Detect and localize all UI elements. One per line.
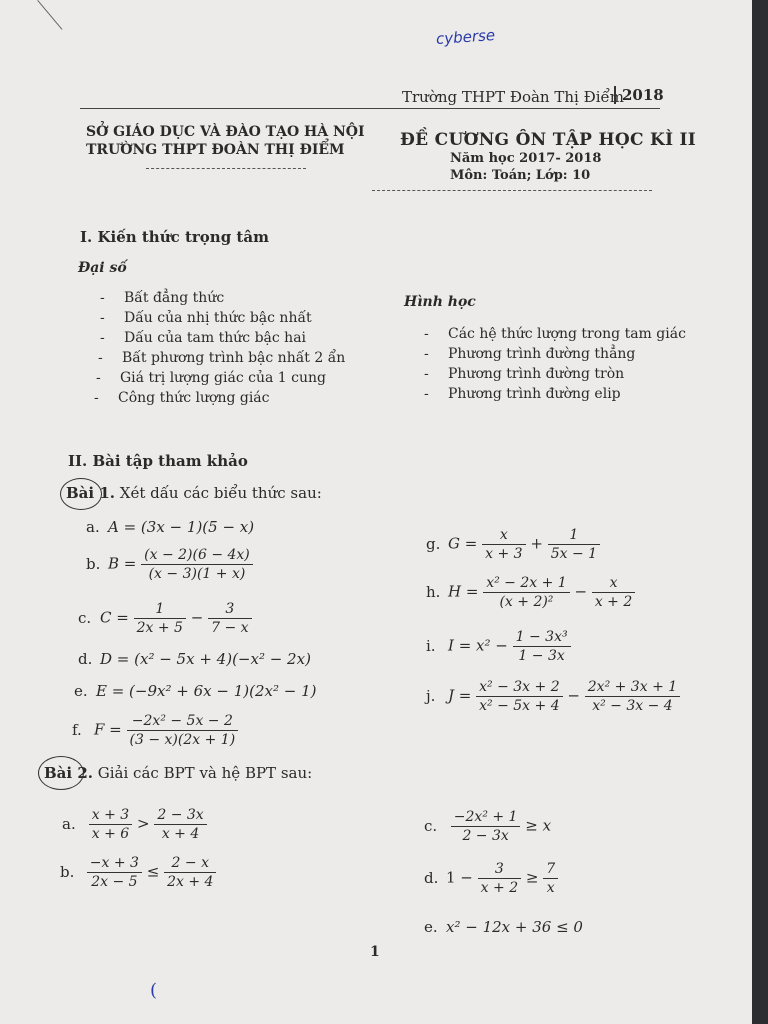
school-year: Năm học 2017- 2018 [450, 151, 602, 166]
header-year: 2018 [614, 86, 664, 104]
page-number: 1 [370, 944, 380, 960]
geometry-title: Hình học [404, 294, 476, 310]
org-underline [146, 168, 306, 169]
exercise-2d: d. 1 − $\frac{3}{x + 2}$ ≥ $\frac{7}{x}$ [424, 860, 558, 897]
list-item: - Bất đẳng thức [100, 290, 225, 306]
subject-line: Môn: Toán; Lớp: 10 [450, 168, 591, 183]
section2-heading: II. Bài tập tham khảo [68, 452, 248, 470]
list-item: - Công thức lượng giác [94, 390, 270, 406]
exercise-2e: e. x² − 12x + 36 ≤ 0 [424, 918, 583, 936]
exercise-1c: c. C = $\frac{1}{2x + 5}$ − $\frac{3}{7 - x}$ [78, 600, 252, 637]
exercise-1j: j. J = $\frac{\text{x² − 3x + 2}}{\text{x² − 5x + 4}}$ − $\frac{\text{2x² + 3x + 1}}{\text{x² − 3x − 4}}$ [426, 678, 680, 715]
exercise-1h: h. H = $\frac{\text{x² − 2x + 1}}{\text{(x + 2)²}}$ − $\frac{x}{x + 2}$ [426, 574, 635, 611]
bottom-pen-mark: ( [150, 980, 158, 1001]
list-item: - Dấu của nhị thức bậc nhất [100, 310, 312, 326]
section1-heading: I. Kiến thức trọng tâm [80, 228, 269, 246]
header-rule [80, 108, 660, 109]
bai1-heading [66, 484, 322, 502]
list-item: - Phương trình đường tròn [424, 366, 625, 382]
list-item: - Bất phương trình bậc nhất 2 ẩn [98, 350, 346, 366]
pencil-mark [37, 0, 62, 30]
bai2-text: Giải các BPT và hệ BPT sau: [97, 764, 313, 782]
org-line2: TRƯỜNG THPT ĐOÀN THỊ ĐIỂM [86, 142, 345, 158]
bai2-label: Bài 2. [44, 764, 93, 782]
bai1-text: Xét dấu các biểu thức sau: [119, 484, 322, 502]
bai2-heading [44, 764, 312, 782]
exercise-2a: a. $\frac{x + 3}{x + 6}$ > $\frac{2 - 3x}{x + 4}$ [62, 806, 207, 843]
list-item: - Giá trị lượng giác của 1 cung [96, 370, 326, 386]
exercise-1i: i. I = x² − $\frac{\text{1 − 3x³}}{1 - 3x}$ [426, 628, 571, 665]
list-item: - Phương trình đường elip [424, 386, 621, 402]
exercise-2b: b. $\frac{-x + 3}{2x - 5}$ ≤ $\frac{2 - x}{2x + 4}$ [60, 854, 216, 891]
handwritten-note: cyberse [435, 25, 496, 49]
list-item: - Dấu của tam thức bậc hai [100, 330, 307, 346]
exercise-1e: e. E = (−9x² + 6x − 1)(2x² − 1) [74, 682, 317, 700]
algebra-title: Đại số [78, 260, 127, 276]
exercise-1g: g. G = $\frac{x}{x + 3}$ + $\frac{1}{5x - 1}$ [426, 526, 600, 563]
exercise-1b: b. B = $\frac{(x - 2)(6 - 4x)}{(x - 3)(1 + x)}$ [86, 546, 253, 583]
bai1-label: Bài 1. [66, 484, 115, 502]
header-school: Trường THPT Đoàn Thị Điểm [402, 88, 624, 106]
exercise-1a: a. A = (3x − 1)(5 − x) [86, 518, 255, 536]
list-item: - Phương trình đường thẳng [424, 346, 636, 362]
exercise-2c: c. $\frac{\text{−2x² + 1}}{2 - 3x}$ ≥ x [424, 809, 552, 844]
exercise-1d: d. D = (x² − 5x + 4)(−x² − 2x) [78, 650, 311, 668]
org-line1: SỞ GIÁO DỤC VÀ ĐÀO TẠO HÀ NỘI [86, 124, 365, 140]
list-item: - Các hệ thức lượng trong tam giác [424, 326, 686, 342]
exercise-1f: f. F = $\frac{\text{−2x² − 5x − 2}}{(3 - x)(2x + 1)}$ [72, 712, 238, 749]
title-underline [372, 190, 652, 191]
doc-title: ĐỀ CƯƠNG ÔN TẬP HỌC KÌ II [400, 130, 697, 150]
